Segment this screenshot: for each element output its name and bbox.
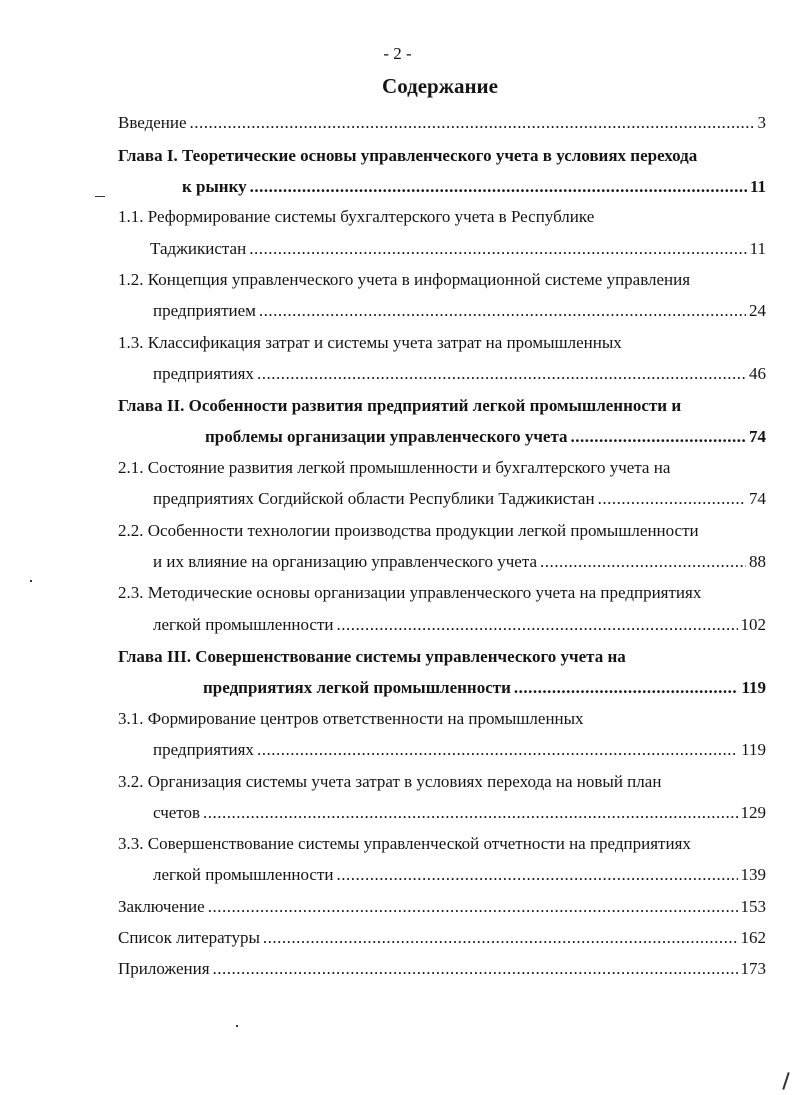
toc-label: и их влияние на организацию управленческого учета <box>153 552 538 571</box>
dot-leader <box>190 113 755 133</box>
toc-page-number: 11 <box>749 177 766 196</box>
dot-leader <box>598 489 746 509</box>
toc-label: легкой промышленности <box>153 615 334 634</box>
toc-page-number: 74 <box>749 427 766 446</box>
toc-section-title: 3.2. Организация системы учета затрат в условиях перехода на новый план <box>118 772 662 791</box>
dot-leader <box>337 615 738 635</box>
toc-section-title: 2.1. Состояние развития легкой промышленности и бухгалтерского учета на <box>118 458 671 477</box>
toc-label: Введение <box>118 113 187 132</box>
toc-section-line <box>153 740 766 760</box>
dot-leader <box>263 928 738 948</box>
dot-leader <box>208 897 738 917</box>
toc-label: предприятиях <box>153 740 254 759</box>
toc-label: Приложения <box>118 959 210 978</box>
dot-leader <box>337 865 738 885</box>
toc-page-number: 102 <box>740 615 766 634</box>
toc-chapter-line <box>182 177 766 197</box>
dot-leader <box>213 959 738 979</box>
toc-section-line <box>153 615 766 635</box>
toc-entry-appendices <box>118 959 766 979</box>
toc-chapter-line <box>205 427 766 447</box>
scan-mark <box>95 196 105 197</box>
page-title: Содержание <box>382 74 498 98</box>
toc-chapter-title: Глава I. Теоретические основы управленческого учета в условиях перехода <box>118 146 698 165</box>
toc-section-title: 3.3. Совершенствование системы управленческой отчетности на предприятиях <box>118 834 691 853</box>
scan-mark <box>30 580 32 582</box>
toc-section-title: 1.2. Концепция управленческого учета в информационной системе управления <box>118 270 691 289</box>
toc-section-title: 2.2. Особенности технологии производства продукции легкой промышленности <box>118 521 699 540</box>
dot-leader <box>249 239 746 259</box>
scan-mark <box>236 1025 238 1027</box>
toc-chapter-title: Глава II. Особенности развития предприятий легкой промышленности и <box>118 396 682 415</box>
toc-page-number: 173 <box>740 959 766 978</box>
toc-label: предприятием <box>153 301 256 320</box>
dot-leader <box>571 427 746 447</box>
toc-page-number: 162 <box>740 928 766 947</box>
toc-label: предприятиях <box>153 364 254 383</box>
dot-leader <box>514 678 739 698</box>
toc-section-line <box>153 865 766 885</box>
dot-leader <box>540 552 746 572</box>
toc-label: счетов <box>153 803 201 822</box>
dot-leader <box>203 803 737 823</box>
toc-section-line <box>150 239 766 259</box>
toc-page-number: 119 <box>741 678 766 697</box>
toc-label: Список литературы <box>118 928 260 947</box>
page-number: - 2 - <box>383 44 412 63</box>
toc-page-number: 119 <box>741 740 766 759</box>
toc-chapter-line <box>203 678 766 698</box>
toc-section-line <box>153 552 766 572</box>
toc-page-number: 46 <box>749 364 766 383</box>
toc-section-title: 3.1. Формирование центров ответственности на промышленных <box>118 709 584 728</box>
dot-leader <box>257 740 738 760</box>
toc-page-number: 88 <box>749 552 766 571</box>
toc-section-line <box>153 301 766 321</box>
toc-label: проблемы организации управленческого учета <box>205 427 568 446</box>
toc-section-title: 1.3. Классификация затрат и системы учета затрат на промышленных <box>118 333 622 352</box>
toc-section-line <box>153 489 766 509</box>
dot-leader <box>250 177 747 197</box>
dot-leader <box>257 364 746 384</box>
toc-page-number: 153 <box>740 897 766 916</box>
scan-mark <box>782 1072 789 1090</box>
toc-entry-intro <box>118 113 766 133</box>
toc-label: предприятиях легкой промышленности <box>203 678 511 697</box>
toc-page-number: 129 <box>740 803 766 822</box>
toc-page-number: 3 <box>757 113 766 132</box>
toc-section-line <box>153 803 766 823</box>
toc-page-number: 139 <box>740 865 766 884</box>
toc-page-number: 24 <box>749 301 766 320</box>
toc-label: предприятиях Согдийской области Республики Таджикистан <box>153 489 595 508</box>
toc-label: Таджикистан <box>150 239 247 258</box>
dot-leader <box>259 301 746 321</box>
toc-label: к рынку <box>182 177 247 196</box>
toc-chapter-title: Глава III. Совершенствование системы управленческого учета на <box>118 647 626 666</box>
toc-label: легкой промышленности <box>153 865 334 884</box>
toc-entry-bibliography <box>118 928 766 948</box>
toc-section-line <box>153 364 766 384</box>
toc-label: Заключение <box>118 897 205 916</box>
toc-entry-conclusion <box>118 897 766 917</box>
toc-section-title: 2.3. Методические основы организации управленческого учета на предприятиях <box>118 583 702 602</box>
toc-section-title: 1.1. Реформирование системы бухгалтерского учета в Республике <box>118 207 595 226</box>
toc-page-number: 11 <box>749 239 766 258</box>
toc-page-number: 74 <box>749 489 766 508</box>
